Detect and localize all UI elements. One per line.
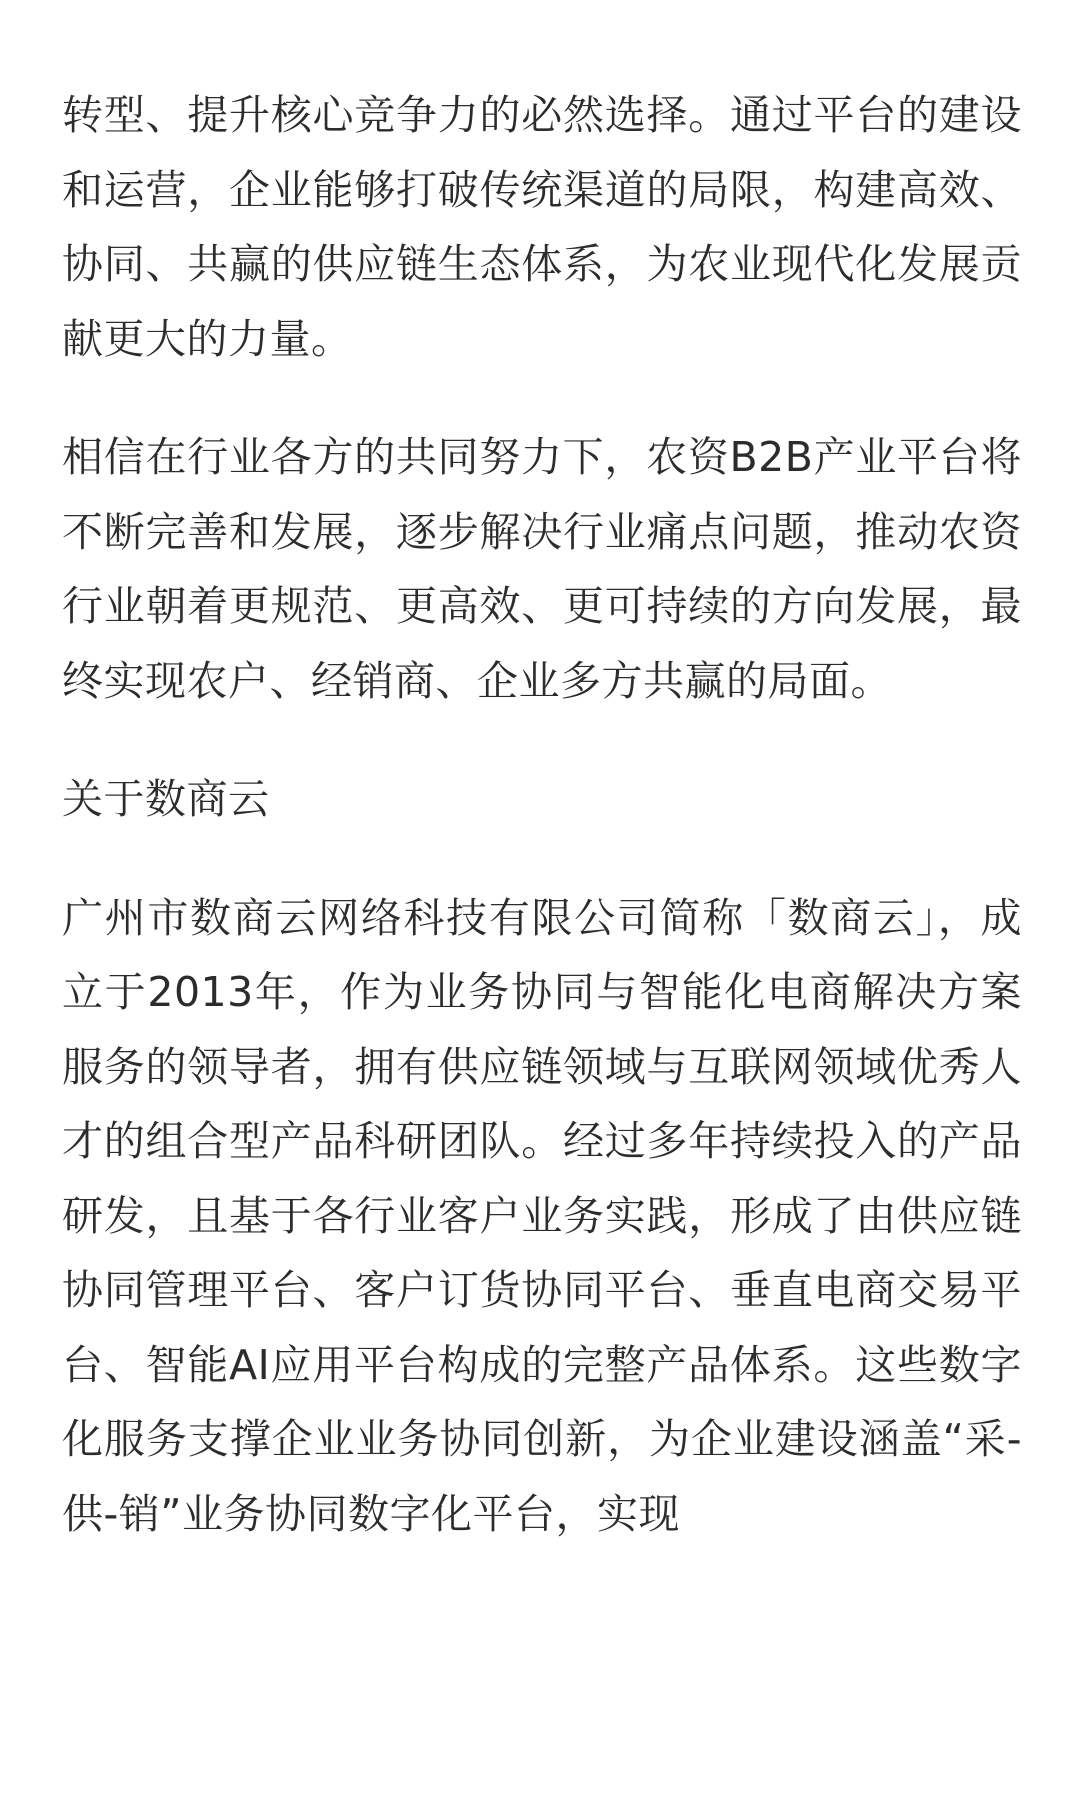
paragraph-intro: 转型、提升核心竞争力的必然选择。通过平台的建设和运营，企业能够打破传统渠道的局限，构建高效、协同、共赢的供应链生态体系，为农业现代化发展贡献更大的力量。 bbox=[62, 91, 1022, 363]
paragraph-outlook: 相信在行业各方的共同努力下，农资B2B产业平台将不断完善和发展，逐步解决行业痛点问题，推动农资行业朝着更规范、更高效、更可持续的方向发展，最终实现农户、经销商、企业多方共赢的局面。 bbox=[62, 433, 1022, 705]
paragraph-company-profile: 广州市数商云网络科技有限公司简称「数商云」，成立于2013年，作为业务协同与智能化电商解决方案服务的领导者，拥有供应链领域与互联网领域优秀人才的组合型产品科研团队。经过多年持续投入的产品研发，且基于各行业客户业务实践，形成了由供应链协同管理平台、客户订货协同平台、垂直电商交易平台、智能AI应用平台构成的完整产品体系。这些数字化服务支撑企业业务协同创新，为企业建设涵盖“采-供-销”业务协同数字化平台，实现 bbox=[62, 893, 1022, 1538]
article-body bbox=[62, 78, 1022, 1595]
section-title: 关于数商云 bbox=[62, 775, 270, 823]
